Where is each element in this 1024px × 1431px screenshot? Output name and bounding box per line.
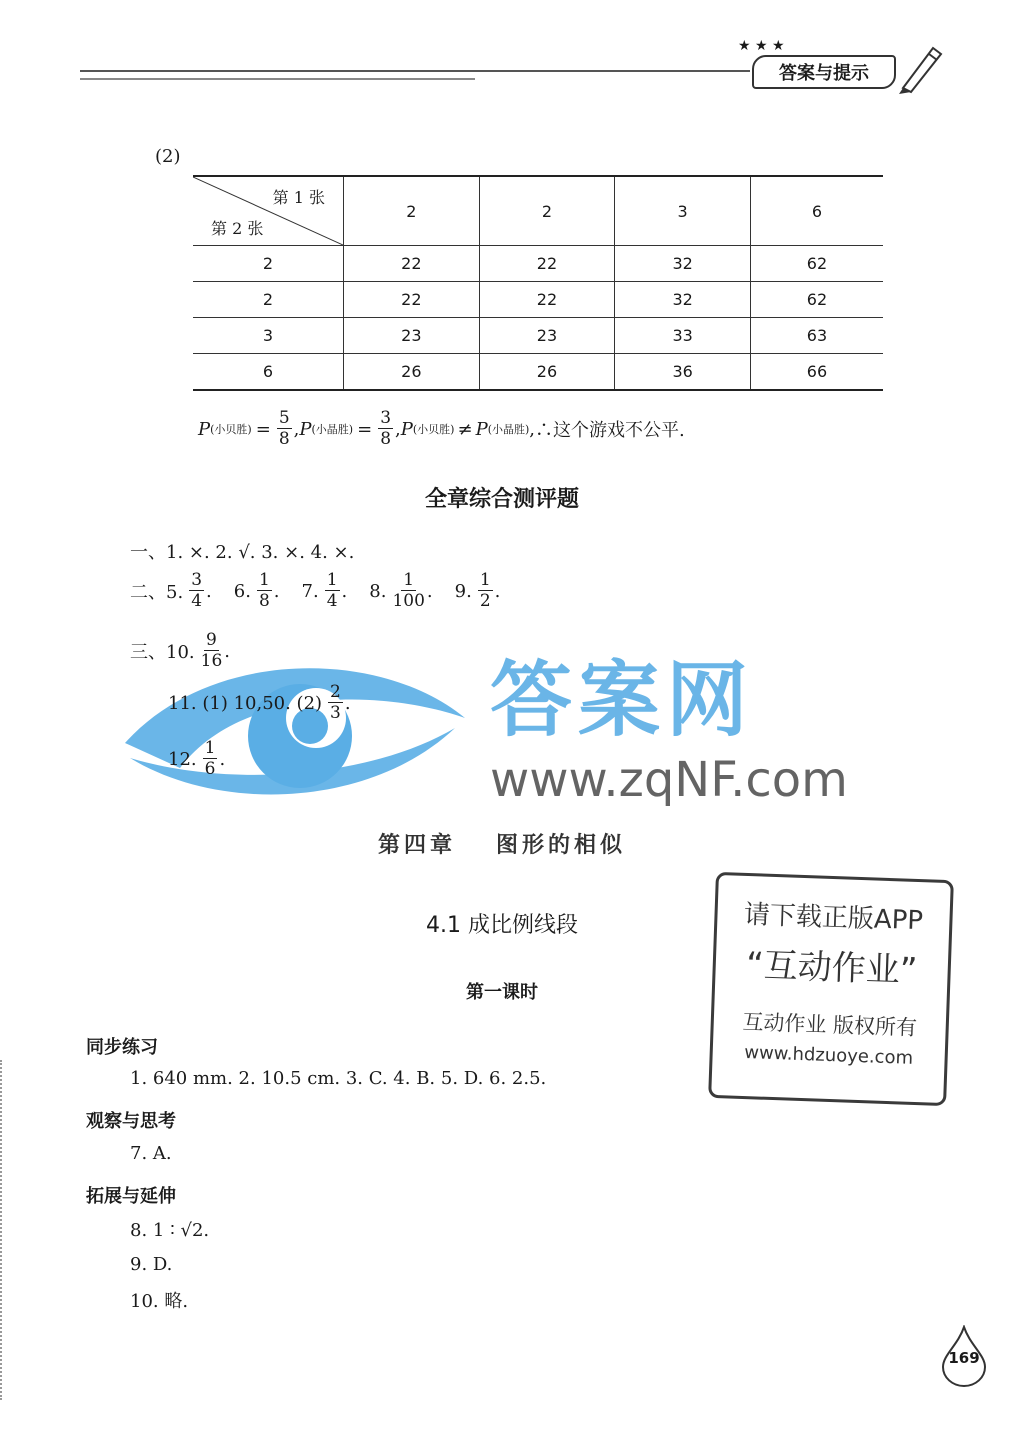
table-cell: 26 (479, 354, 615, 391)
p-symbol: P (400, 418, 413, 440)
subscript-xiaojing: (小晶胜) (311, 423, 354, 436)
fraction: $\frac{1}{4}$ (326, 570, 338, 611)
chapter-number: 第四章 (377, 833, 456, 858)
row-header: 3 (193, 318, 344, 354)
stamp-line-4: www.hdzuoye.com (743, 1042, 914, 1069)
stars-icon: ★ ★ ★ (738, 38, 785, 54)
review-line-11: 11. (1) 10,50. (2) $\frac{2}{3}$ . (168, 682, 351, 723)
answer-label: 12. (168, 748, 197, 770)
observe-heading: 观察与思考 (86, 1111, 176, 1132)
answer-label: 6. (233, 580, 251, 602)
table-cell: 22 (479, 282, 615, 318)
answer-label: 9. (454, 580, 472, 602)
table-cell: 62 (750, 246, 883, 282)
extend-answer-8: 8. 1 ∶ √2. (130, 1220, 210, 1241)
answer-label: 11. (1) 10,50. (2) (168, 692, 323, 714)
table-row (193, 282, 883, 318)
table-corner-cell (193, 176, 344, 246)
review-line-2: 二、5. $\frac{3}{4}$ . 6. $\frac{1}{8}$ . 7. $\frac{1}{4}$ . 8. $\frac{1}{100}$ . 9. $\frac{1}{2}$ . (130, 570, 501, 611)
chapter-heading (0, 828, 1004, 859)
fraction: $\frac{2}{3}$ (330, 682, 341, 723)
review-title: 全章综合测评题 (424, 487, 579, 512)
watermark-url: www.zqNF.com (490, 752, 848, 808)
table-cell: 32 (615, 246, 751, 282)
subscript-xiaobei: (小贝胜) (412, 423, 455, 436)
answer-label: 二、5. (130, 582, 184, 603)
watermark-text: 答案网 (490, 653, 755, 748)
section-title: 4.1 成比例线段 (426, 913, 578, 938)
p-symbol: P (198, 418, 211, 440)
table-cell: 23 (344, 318, 480, 354)
p-symbol: P (475, 418, 488, 440)
header-rule (80, 70, 750, 72)
answer-label: 8. (369, 580, 387, 602)
extend-answer-10: 10. 略. (130, 1291, 189, 1312)
fraction: $\frac{1}{100}$ (392, 570, 425, 611)
sync-answers: 1. 640 mm. 2. 10.5 cm. 3. C. 4. B. 5. D. 6. 2.5. (130, 1068, 547, 1089)
corner-bottom-label: 第 2 张 (211, 219, 264, 238)
table-cell: 22 (344, 246, 480, 282)
p-symbol: P (299, 418, 312, 440)
page-number-badge (940, 1325, 988, 1387)
subscript-xiaojing: (小晶胜) (487, 423, 530, 436)
table-cell: 36 (615, 354, 751, 391)
fraction: $\frac{3}{8}$ (380, 408, 392, 449)
table-cell: 22 (344, 282, 480, 318)
eye-logo-icon (120, 648, 470, 808)
review-line-1: 一、1. ×. 2. √. 3. ×. 4. ×. (130, 542, 355, 563)
table-cell: 33 (615, 318, 751, 354)
conclusion: ∴这个游戏不公平. (535, 420, 685, 441)
row-header: 2 (193, 246, 344, 282)
answer-label: 7. (301, 580, 319, 602)
table-cell: 22 (479, 246, 615, 282)
table-cell: 62 (750, 282, 883, 318)
page-number: 169 (948, 1349, 980, 1367)
table-row (193, 246, 883, 282)
table-cell: 66 (750, 354, 883, 391)
table-row (193, 354, 883, 391)
extend-heading: 拓展与延伸 (86, 1186, 176, 1207)
stamp-line-2: “互动作业” (745, 945, 918, 991)
chapter-title: 图形的相似 (496, 833, 627, 858)
part-label: (2) (155, 146, 181, 167)
column-header: 2 (344, 176, 480, 246)
table-header-row (193, 176, 883, 246)
corner-top-label: 第 1 张 (272, 188, 325, 207)
column-header: 2 (479, 176, 615, 246)
probability-formula: P (小贝胜) = $\frac{5}{8}$ , P (小晶胜) = $\frac{3}{8}$ , P (小贝胜) ≠ P (小晶胜) , ∴这个游戏不公平. (198, 408, 685, 449)
lesson-title: 第一课时 (466, 982, 538, 1003)
header-tag: 答案与提示 (752, 55, 896, 89)
fraction: $\frac{1}{6}$ (204, 738, 216, 779)
header-rule-secondary (80, 78, 475, 80)
fraction: $\frac{5}{8}$ (278, 408, 290, 449)
column-header: 6 (750, 176, 883, 246)
review-line-12: 12. $\frac{1}{6}$ . (168, 738, 226, 779)
stamp-line-3: 互动作业 版权所有 (742, 1009, 918, 1041)
copyright-stamp (708, 872, 954, 1106)
answer-label: 三、10. (130, 642, 195, 663)
subscript-xiaobei: (小贝胜) (210, 423, 252, 436)
table-row (193, 318, 883, 354)
table-cell: 63 (750, 318, 883, 354)
pen-icon (895, 40, 945, 99)
table-cell: 32 (615, 282, 751, 318)
extend-answer-9: 9. D. (130, 1254, 173, 1275)
outcome-table (193, 175, 883, 391)
row-header: 6 (193, 354, 344, 391)
sync-heading: 同步练习 (86, 1037, 158, 1058)
binding-edge (0, 1060, 12, 1400)
table-cell: 26 (344, 354, 480, 391)
fraction: $\frac{1}{8}$ (258, 570, 270, 611)
column-header: 3 (615, 176, 751, 246)
fraction: $\frac{1}{2}$ (479, 570, 491, 611)
fraction: $\frac{9}{16}$ (200, 630, 223, 671)
row-header: 2 (193, 282, 344, 318)
fraction: $\frac{3}{4}$ (191, 570, 203, 611)
stamp-line-1: 请下载正版APP (743, 899, 924, 937)
review-line-3: 三、10. $\frac{9}{16}$ . (130, 630, 231, 671)
observe-answers: 7. A. (130, 1143, 172, 1164)
table-cell: 23 (479, 318, 615, 354)
